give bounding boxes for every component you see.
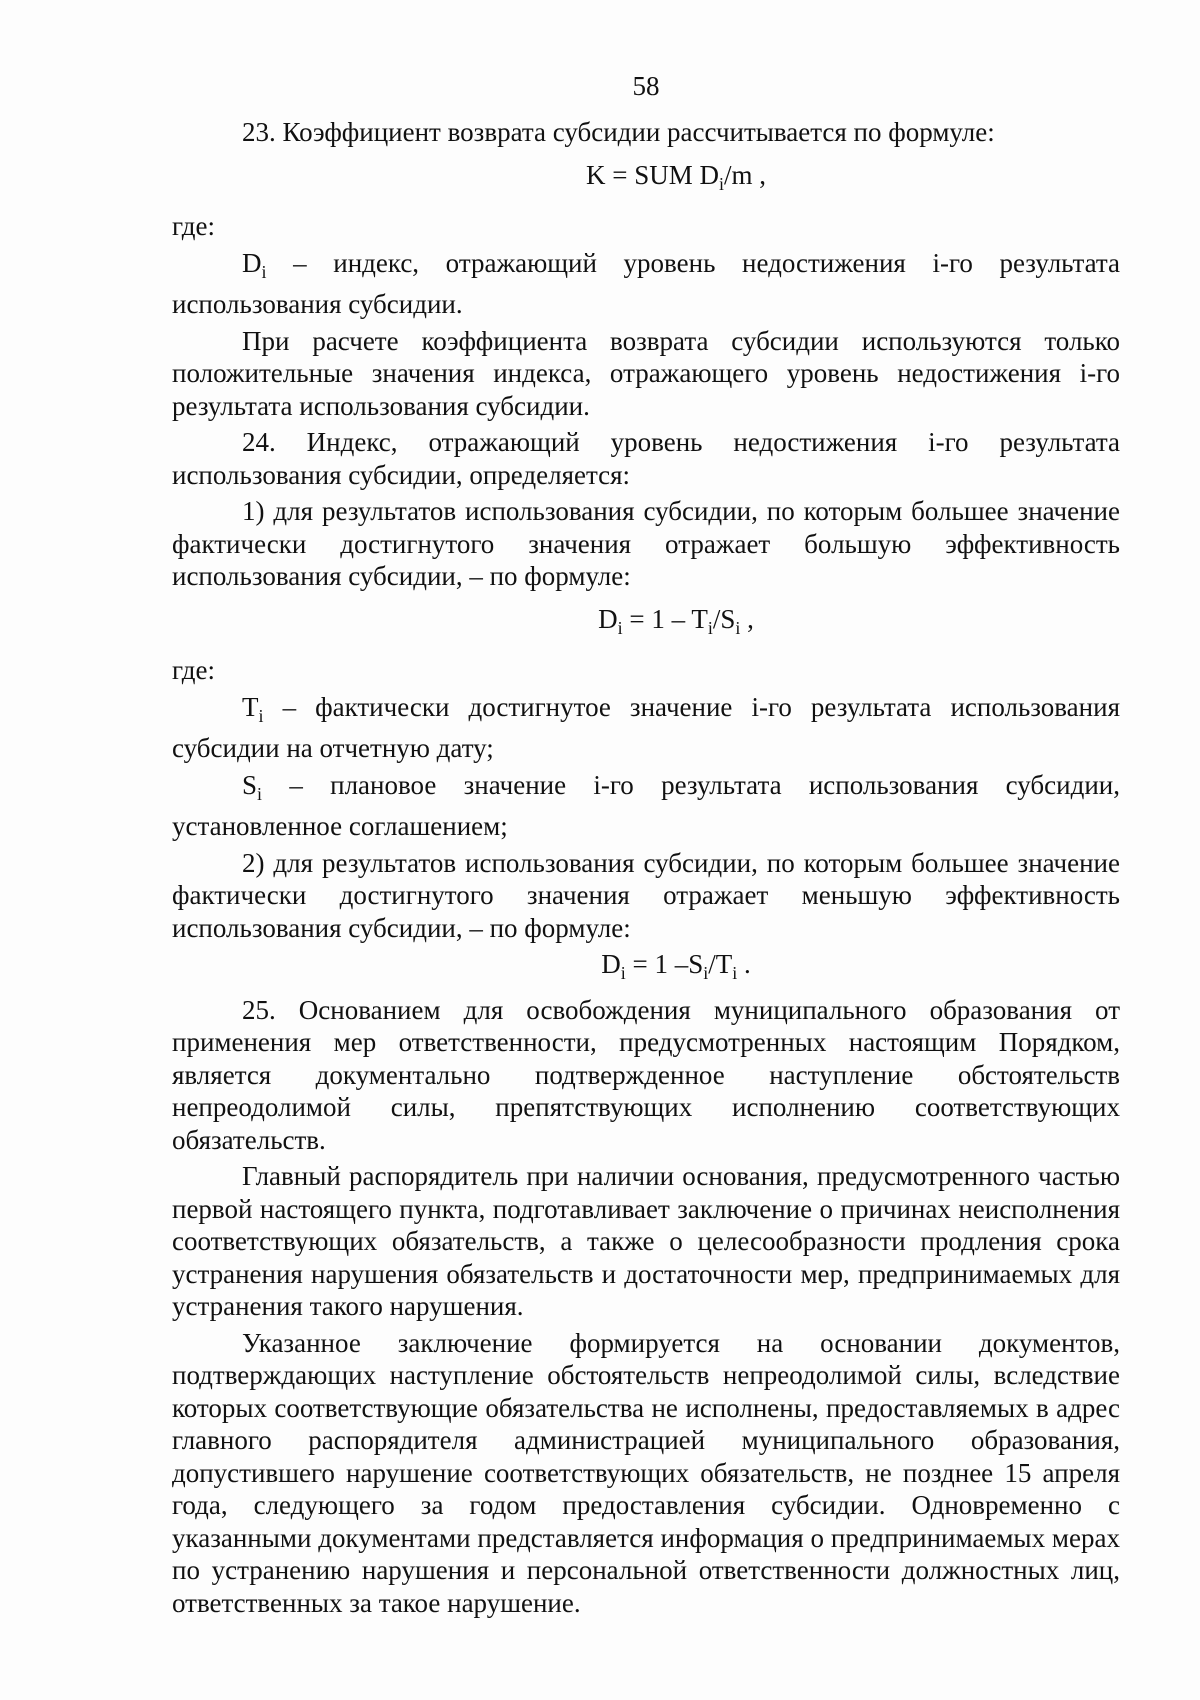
paragraph-23: 23. Коэффициент возврата субсидии рассчитывается по формуле:: [242, 117, 995, 147]
paragraph-main-administrator: Главный распорядитель при наличии основания, предусмотренного частью первой настоящего пункта, подготавливает заключение о причинах неисполнения соответствующих обязательств, а также о целесообразности продления срока устранения нарушения обязательств и достаточности мер, предпринимаемых для устранения такого нарушения.: [172, 1161, 1120, 1321]
formula-d1: $D_i = 1 - T_i/S_i$ ,: [598, 603, 754, 638]
paragraph-25: 25. Основанием для освобождения муниципального образования от применения мер ответственности, предусмотренных настоящим Порядком, является документально подтвержденное наступление обстоятельств непреодолимой силы, препятствующих исполнению соответствующих обязательств.: [172, 994, 1120, 1155]
formula-d2: $D_i = 1$ $-S_i/T_i$ .: [601, 949, 751, 983]
where-label-1: где:: [172, 211, 215, 241]
formula-k: K = SUM $D_i/m$ ,: [585, 159, 767, 194]
document-body: [172, 70, 1120, 1623]
where-label-2: где:: [172, 655, 215, 685]
page-number: 58: [632, 71, 660, 101]
di-definition: $D_i$ – индекс, отражающий уровень недостижения i-го результата использования субсидии.: [172, 247, 1120, 319]
si-definition: $S_i$ – плановое значение i-го результата использования субсидии, установленное соглашением;: [172, 769, 1120, 841]
paragraph-24-item-1: 1) для результатов использования субсидии, по которым большее значение фактически достигнутого значения отражает большую эффективность использования субсидии, – по формуле:: [172, 496, 1120, 591]
paragraph-conclusion: Указанное заключение формируется на основании документов, подтверждающих наступление обстоятельств непреодолимой силы, вследствие которых соответствующие обязательства не исполнены, предоставляемых в адрес главного распорядителя администрацией муниципального образования, допустившего нарушение соответствующих обязательств, не позднее 15 апреля года, следующего за годом предоставления субсидии. Одновременно с указанными документами представляется информация о предпринимаемых мерах по устранению нарушения и персональной ответственности должностных лиц, ответственных за такое нарушение.: [172, 1327, 1120, 1618]
ti-definition: $T_i$ – фактически достигнутое значение i-го результата использования субсидии на отчетную дату;: [172, 691, 1120, 763]
paragraph-calc-note: При расчете коэффициента возврата субсидии используются только положительные значения индекса, отражающего уровень недостижения i-го результата использования субсидии.: [172, 325, 1120, 421]
paragraph-24-item-2: 2) для результатов использования субсидии, по которым большее значение фактически достигнутого значения отражает меньшую эффективность использования субсидии, – по формуле:: [172, 847, 1120, 943]
paragraph-24: 24. Индекс, отражающий уровень недостижения i-го результата использования субсидии, определяется:: [172, 427, 1120, 490]
